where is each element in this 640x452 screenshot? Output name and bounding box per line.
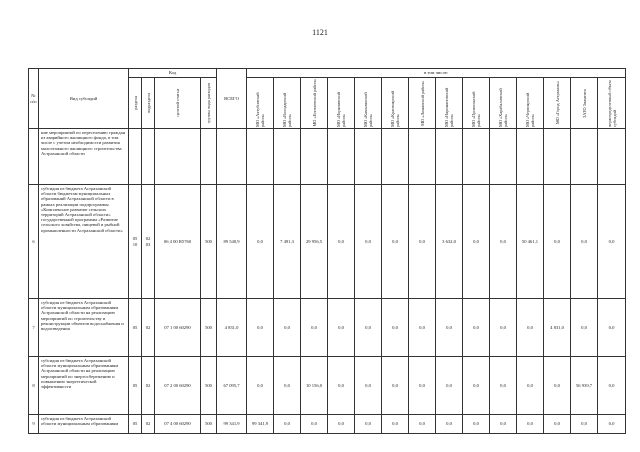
row-district-value: 10 156,0 <box>301 357 328 415</box>
row-target-article: 07 2 00 60290 <box>155 357 201 415</box>
row-section: 05 <box>129 415 142 434</box>
row-district-value: 29 956,5 <box>301 185 328 299</box>
header-district-cell <box>274 78 301 129</box>
row-district-value <box>571 129 598 185</box>
header-district-label: МО «Харабалинский район» <box>498 88 509 127</box>
row-district-value: 0,0 <box>436 415 463 434</box>
row-total: 4 831,0 <box>217 299 247 357</box>
header-district-label: МО «Лиманский район» <box>419 80 425 126</box>
header-district-cell <box>409 78 436 129</box>
table-row <box>29 185 626 299</box>
header-district-label: ЗАТО Знаменск <box>581 88 587 118</box>
table-row <box>29 299 626 357</box>
row-subsection: 02 03 <box>142 185 155 299</box>
row-total: 89 540,9 <box>217 185 247 299</box>
header-district-label: МО «Город Астрахань» <box>554 81 560 125</box>
row-district-value: 0,0 <box>598 415 626 434</box>
row-district-value: 0,0 <box>274 299 301 357</box>
row-district-value: 0,0 <box>544 185 571 299</box>
row-district-value: 0,0 <box>247 299 274 357</box>
header-district-cell <box>571 78 598 129</box>
header-district-label: МО «Икрянинский район» <box>336 92 347 127</box>
header-expense-group: группы вида расходов <box>206 82 212 124</box>
row-section: 05 <box>129 357 142 415</box>
header-district-cell <box>517 78 544 129</box>
header-row-top <box>29 69 626 78</box>
row-description: субсидия из бюджета Астраханской области муниципальным образованиям <box>39 415 129 434</box>
row-district-value <box>436 129 463 185</box>
row-subsection: 02 <box>142 415 155 434</box>
row-target-article: 07 4 00 60290 <box>155 415 201 434</box>
row-target-article: 07 1 00 60290 <box>155 299 201 357</box>
row-district-value: 0,0 <box>436 299 463 357</box>
row-district-value <box>517 129 544 185</box>
row-district-value: 0,0 <box>301 415 328 434</box>
row-district-value: 0,0 <box>355 415 382 434</box>
row-section: 05 <box>129 299 142 357</box>
row-district-value: 0,0 <box>463 357 490 415</box>
row-district-value: 0,0 <box>517 357 544 415</box>
header-district-cell <box>436 78 463 129</box>
row-district-value: 0,0 <box>544 415 571 434</box>
row-subsection <box>142 129 155 185</box>
header-code: Код <box>129 69 217 78</box>
row-district-value: 0,0 <box>598 299 626 357</box>
row-district-value: 0,0 <box>409 415 436 434</box>
row-section: 05 10 <box>129 185 142 299</box>
row-district-value <box>490 129 517 185</box>
row-district-value <box>463 129 490 185</box>
row-district-value: 0,0 <box>490 299 517 357</box>
row-district-value: 0,0 <box>571 299 598 357</box>
row-total: 99 341,9 <box>217 415 247 434</box>
row-district-value: 7 491,3 <box>274 185 301 299</box>
header-district-cell <box>490 78 517 129</box>
row-subsection: 02 <box>142 299 155 357</box>
row-district-value: 0,0 <box>301 299 328 357</box>
row-district-value: 0,0 <box>355 185 382 299</box>
table-body <box>29 129 626 434</box>
row-district-value: 0,0 <box>436 357 463 415</box>
row-district-value: 0,0 <box>490 415 517 434</box>
row-district-value: 3 632,0 <box>436 185 463 299</box>
header-no: № п/п <box>29 69 39 129</box>
row-subsection: 02 <box>142 357 155 415</box>
row-district-value <box>598 129 626 185</box>
row-district-value: 0,0 <box>382 185 409 299</box>
header-section: раздела <box>132 96 138 110</box>
row-district-value: 0,0 <box>328 415 355 434</box>
row-expense-group: 500 <box>201 299 217 357</box>
row-district-value: 0,0 <box>382 299 409 357</box>
row-district-value: 99 341,9 <box>247 415 274 434</box>
row-district-value <box>544 129 571 185</box>
header-district-label: МО «Приволжский район» <box>471 91 482 127</box>
row-district-value: 0,0 <box>355 357 382 415</box>
header-district-cell <box>382 78 409 129</box>
row-district-value: 0,0 <box>598 357 626 415</box>
row-district-value <box>328 129 355 185</box>
header-district-label: МО «Наримановский район» <box>444 87 455 127</box>
row-district-value: 0,0 <box>463 415 490 434</box>
header-district-label: МО «Черноярский район» <box>525 92 536 127</box>
header-district-cell <box>301 78 328 129</box>
row-expense-group: 500 <box>201 357 217 415</box>
row-district-value: 0,0 <box>328 357 355 415</box>
row-district-value: 0,0 <box>544 357 571 415</box>
row-district-value: 4 831,0 <box>544 299 571 357</box>
header-district-label: МО «Ахтубинский район» <box>255 92 266 127</box>
row-target-article: 06 4 00 R5760 <box>155 185 201 299</box>
row-district-value: 56 939,7 <box>571 357 598 415</box>
row-district-value: 0,0 <box>517 415 544 434</box>
row-description: субсидия из бюджета Астраханской области муниципальным образованиям Астраханской области на реализацию мероприятий по строительству и реконструкции объектов водоснабжения и водоотведения <box>39 299 129 357</box>
row-section <box>129 129 142 185</box>
row-description: субсидия из бюджета Астраханской области бюджетам муниципальных образований Астраханской области в рамках реализации подпрограммы «Комплексное развитие сельских территорий Астраханской области» государственной программы «Развитие сельского хозяйства, пищевой и рыбной промышленности Астраханской области» <box>39 185 129 299</box>
row-district-value <box>247 129 274 185</box>
row-district-value: 0,0 <box>382 415 409 434</box>
row-district-value: 0,0 <box>463 299 490 357</box>
table-row <box>29 129 626 185</box>
row-number: 8 <box>29 357 39 415</box>
row-expense-group: 500 <box>201 415 217 434</box>
row-district-value: 0,0 <box>571 415 598 434</box>
header-total: ВСЕГО <box>217 69 247 129</box>
row-district-value: 0,0 <box>409 299 436 357</box>
header-district-label: МО «Енотаевский район» <box>311 79 317 127</box>
row-district-value: 0,0 <box>274 415 301 434</box>
header-district-cell <box>328 78 355 129</box>
table-row <box>29 357 626 415</box>
header-district-cell <box>247 78 274 129</box>
row-district-value: 0,0 <box>328 185 355 299</box>
row-number: 9 <box>29 415 39 434</box>
row-description: ние мероприятий по переселению граждан из аварийного жилищного фонда, в том числе с учетом необходимости развития малоэтажного жилищного строительства Астраханской области <box>39 129 129 185</box>
row-description: субсидия из бюджета Астраханской области муниципальным образованиям Астраханской области на реализацию мероприятий по энергосбережению и повышению энергетической эффективности <box>39 357 129 415</box>
row-district-value: 0,0 <box>490 185 517 299</box>
row-total <box>217 129 247 185</box>
page-number: 1121 <box>312 28 328 37</box>
row-district-value: 0,0 <box>409 185 436 299</box>
row-district-value: 0,0 <box>463 185 490 299</box>
row-district-value: 0,0 <box>355 299 382 357</box>
header-district-cell <box>598 78 626 129</box>
header-district-label: МО «Красноярский район» <box>390 90 401 127</box>
header-target-article: целевой статьи <box>175 89 180 117</box>
table-row <box>29 415 626 434</box>
row-district-value: 0,0 <box>571 185 598 299</box>
row-district-value: 0,0 <box>274 357 301 415</box>
row-district-value <box>355 129 382 185</box>
header-district-cell <box>463 78 490 129</box>
row-district-value: 0,0 <box>409 357 436 415</box>
header-district-label: МО «Камызякский район» <box>363 92 374 127</box>
header-district-label: нераспределенный объем субсидий <box>606 80 617 127</box>
row-district-value: 0,0 <box>247 357 274 415</box>
subsidy-table <box>28 68 626 434</box>
row-expense-group: 500 <box>201 185 217 299</box>
row-district-value: 0,0 <box>490 357 517 415</box>
row-number <box>29 129 39 185</box>
row-district-value: 50 461,1 <box>517 185 544 299</box>
row-number: 6 <box>29 185 39 299</box>
row-district-value: 0,0 <box>247 185 274 299</box>
row-district-value <box>409 129 436 185</box>
header-subsection: подраздела <box>145 92 151 114</box>
header-including: в том числе: <box>247 69 626 78</box>
header-district-cell <box>544 78 571 129</box>
row-district-value: 0,0 <box>598 185 626 299</box>
row-district-value <box>274 129 301 185</box>
row-district-value: 0,0 <box>517 299 544 357</box>
row-total: 67 095,7 <box>217 357 247 415</box>
header-district-label: МО «Володарский район» <box>282 92 293 127</box>
header-district-cell <box>355 78 382 129</box>
row-district-value: 0,0 <box>382 357 409 415</box>
row-district-value <box>301 129 328 185</box>
row-district-value <box>382 129 409 185</box>
row-number: 7 <box>29 299 39 357</box>
header-subsidy-type: Вид субсидий <box>39 69 129 129</box>
row-expense-group <box>201 129 217 185</box>
row-district-value: 0,0 <box>328 299 355 357</box>
row-target-article <box>155 129 201 185</box>
